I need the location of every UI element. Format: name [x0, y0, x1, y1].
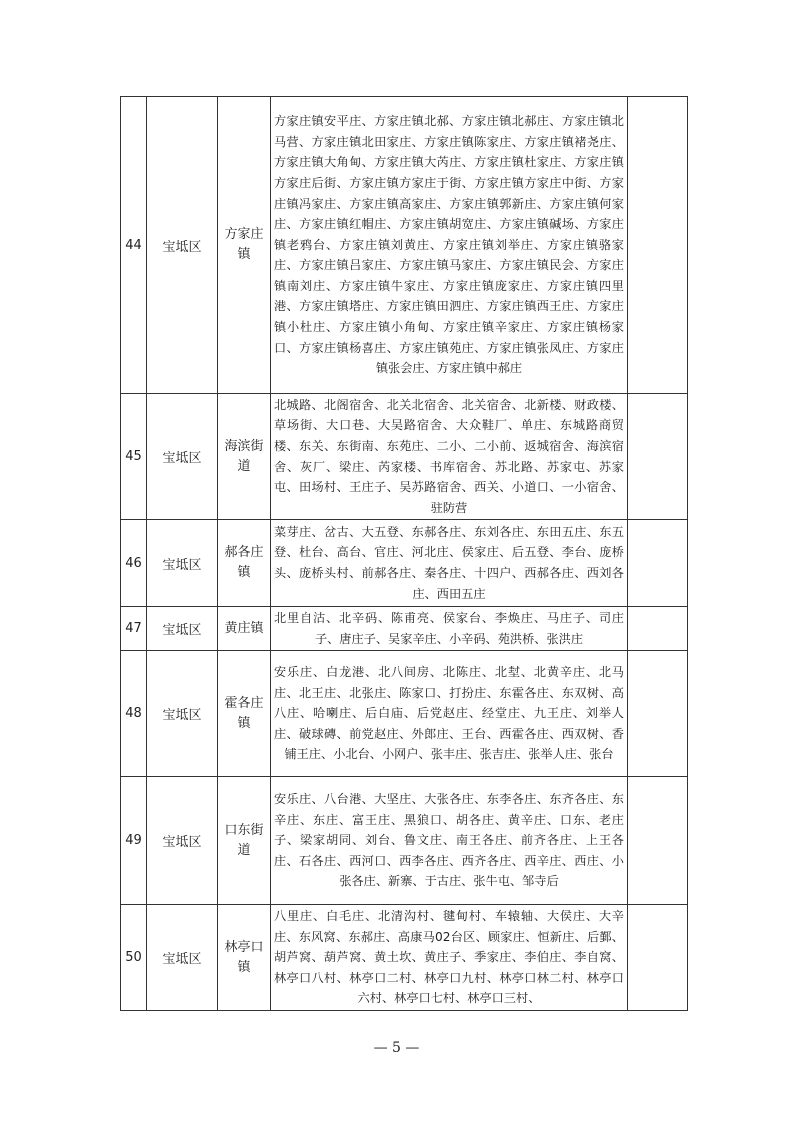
note-cell [628, 97, 688, 394]
district-cell: 宝坻区 [147, 520, 218, 607]
town-cell [218, 607, 271, 651]
district-cell: 宝坻区 [147, 394, 218, 520]
villages-cell: 菜芽庄、岔古、大五登、东郝各庄、东刘各庄、东田五庄、东五登、杜台、高台、官庄、河北庄、侯家庄、后五登、李台、庞桥头、庞桥头村、前郝各庄、秦各庄、十四户、西郝各庄、西刘各庄、西田五庄 [271, 520, 628, 607]
district-cell: 宝坻区 [147, 607, 218, 651]
note-cell [628, 520, 688, 607]
table-row [121, 607, 688, 651]
row-number: 46 [121, 520, 147, 607]
town-cell [218, 394, 271, 520]
villages-cell: 安乐庄、八台港、大坚庄、大张各庄、东李各庄、东齐各庄、东辛庄、东庄、富王庄、黑狼口、胡各庄、黄辛庄、口东、老庄子、梁家胡同、刘台、鲁文庄、南王各庄、前齐各庄、上王各庄、石各庄、西河口、西李各庄、西齐各庄、西辛庄、西庄、小张各庄、新寨、于古庄、张牛屯、邹寺后 [271, 777, 628, 905]
town-name: 方家庄镇 [224, 227, 264, 262]
town-cell [218, 777, 271, 905]
town-name: 口东街道 [224, 822, 264, 858]
town-cell [218, 97, 271, 394]
villages-cell: 北里自沽、北辛码、陈甫亮、侯家台、李焕庄、马庄子、司庄子、唐庄子、吴家辛庄、小辛码、苑洪桥、张洪庄 [271, 607, 628, 651]
note-cell [628, 607, 688, 651]
note-cell [628, 905, 688, 1011]
page-number: — 5 — [373, 1040, 420, 1056]
town-cell [218, 905, 271, 1011]
note-cell [628, 777, 688, 905]
district-cell: 宝坻区 [147, 905, 218, 1011]
villages-cell: 方家庄镇安平庄、方家庄镇北郝、方家庄镇北郝庄、方家庄镇北马营、方家庄镇北田家庄、方家庄镇陈家庄、方家庄镇褚尧庄、方家庄镇大角甸、方家庄镇大芮庄、方家庄镇杜家庄、方家庄镇方家庄后街、方家庄镇方家庄于街、方家庄镇方家庄中街、方家庄镇冯家庄、方家庄镇高家庄、方家庄镇郭新庄、方家庄镇何家庄、方家庄镇红帽庄、方家庄镇胡宽庄、方家庄镇碱场、方家庄镇老鸦台、方家庄镇刘黄庄、方家庄镇刘举庄、方家庄镇骆家庄、方家庄镇吕家庄、方家庄镇马家庄、方家庄镇民会、方家庄镇南刘庄、方家庄镇牛家庄、方家庄镇庞家庄、方家庄镇四里港、方家庄镇塔庄、方家庄镇田泗庄、方家庄镇西王庄、方家庄镇小杜庄、方家庄镇小角甸、方家庄镇辛家庄、方家庄镇杨家口、方家庄镇杨喜庄、方家庄镇苑庄、方家庄镇张凤庄、方家庄镇张会庄、方家庄镇中郝庄 [271, 97, 628, 394]
town-cell [218, 520, 271, 607]
note-cell [628, 651, 688, 777]
district-cell: 宝坻区 [147, 777, 218, 905]
town-name: 黄庄镇 [224, 620, 264, 636]
row-number: 47 [121, 607, 147, 651]
villages-cell: 八里庄、白毛庄、北清沟村、毽甸村、车辕轴、大侯庄、大辛庄、东风窝、东郝庄、高康马02台区、顾家庄、恒新庄、后鄞、胡芦窝、葫芦窝、黄土坎、黄庄子、季家庄、李伯庄、李自窝、林亭口八村、林亭口二村、林亭口九村、林亭口林二村、林亭口六村、林亭口七村、林亭口三村、 [271, 905, 628, 1011]
town-cell [218, 651, 271, 777]
villages-cell: 北城路、北阁宿舍、北关北宿舍、北关宿舍、北新楼、财政楼、草场街、大口巷、大吴路宿舍、大众鞋厂、单庄、东城路商贸楼、东关、东街南、东苑庄、二小、二小前、返城宿舍、海滨宿舍、灰厂、梁庄、芮家楼、书库宿舍、苏北路、苏家屯、苏家屯、田场村、王庄子、吴苏路宿舍、西关、小道口、一小宿舍、驻防营 [271, 394, 628, 520]
table-row [121, 97, 688, 394]
table-row [121, 905, 688, 1011]
table-row [121, 394, 688, 520]
town-name: 郝各庄镇 [224, 545, 264, 580]
district-cell: 宝坻区 [147, 651, 218, 777]
table-row [121, 777, 688, 905]
town-name: 霍各庄镇 [224, 695, 264, 731]
row-number: 45 [121, 394, 147, 520]
villages-cell: 安乐庄、白龙港、北八间房、北陈庄、北堼、北黄辛庄、北马庄、北王庄、北张庄、陈家口、打扮庄、东霍各庄、东双树、高八庄、哈喇庄、后白庙、后党赵庄、经堂庄、九王庄、刘举人庄、破球磚、前党赵庄、外郎庄、王台、西霍各庄、西双树、香铺王庄、小北台、小网户、张丰庄、张吉庄、张举人庄、张台 [271, 651, 628, 777]
town-name: 林亭口镇 [224, 939, 264, 975]
row-number: 49 [121, 777, 147, 905]
note-cell [628, 394, 688, 520]
town-name: 海滨街道 [224, 438, 264, 474]
table-row [121, 651, 688, 777]
row-number: 50 [121, 905, 147, 1011]
row-number: 44 [121, 97, 147, 394]
table-row [121, 520, 688, 607]
district-cell: 宝坻区 [147, 97, 218, 394]
row-number: 48 [121, 651, 147, 777]
region-table [120, 96, 688, 1011]
